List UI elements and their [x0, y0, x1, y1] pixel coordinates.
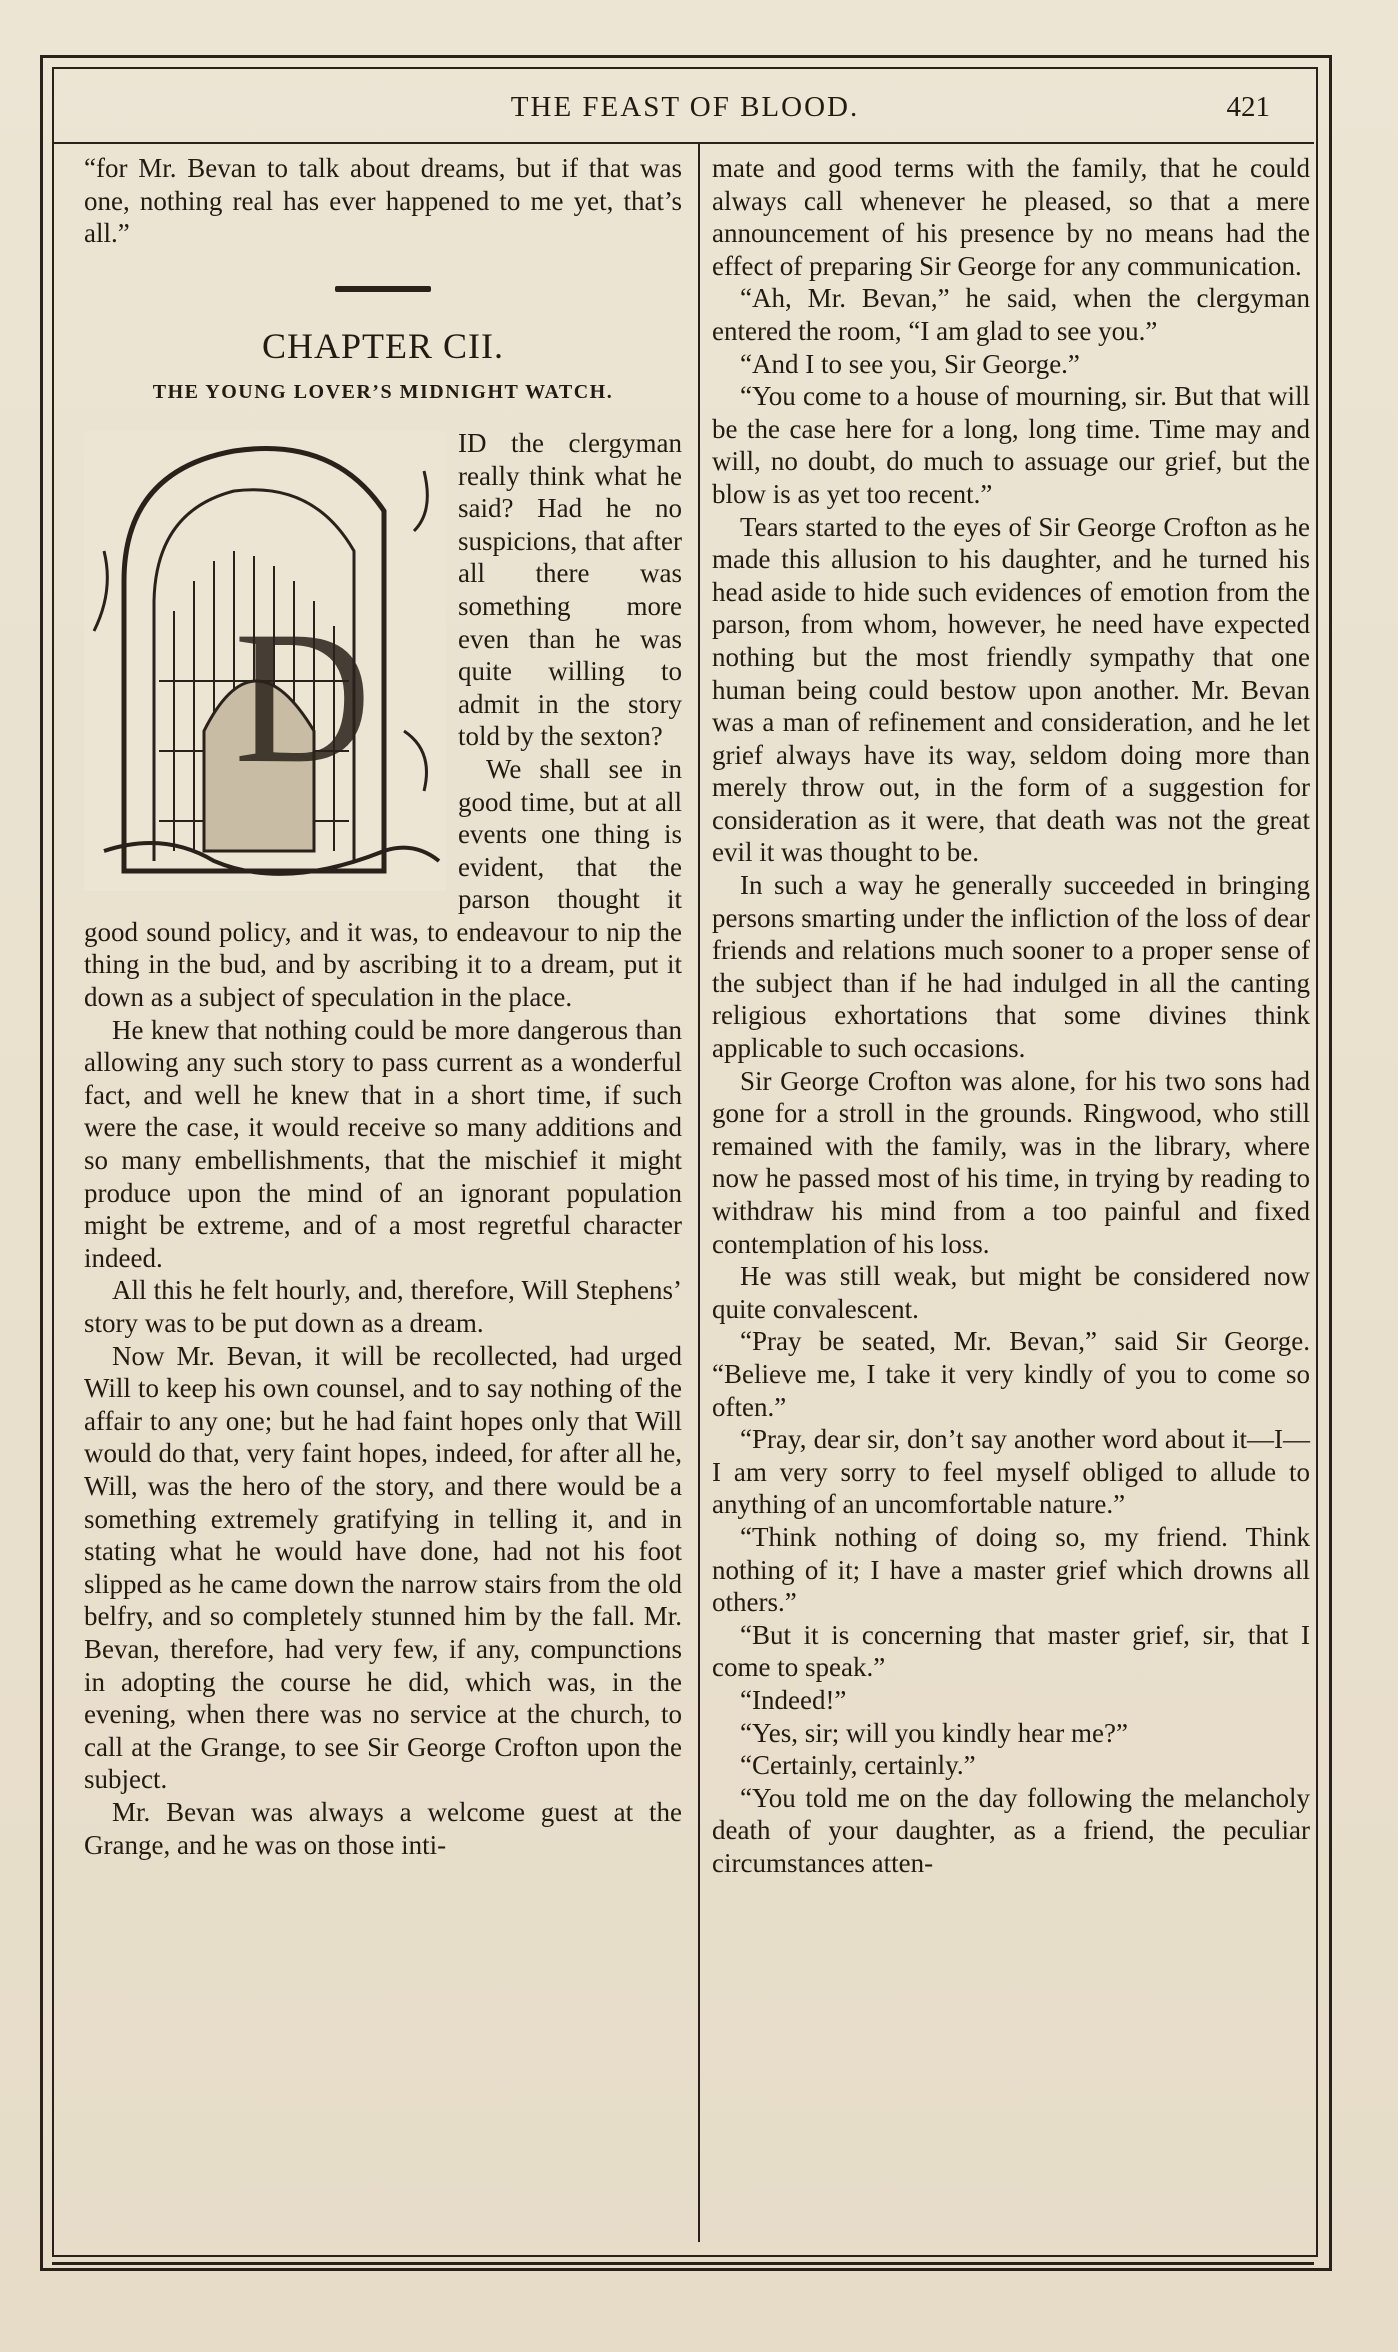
right-column: [712, 152, 1310, 1879]
paragraph: “And I to see you, Sir George.”: [740, 348, 1080, 379]
paragraph: All this he felt hourly, and, therefore, Will Stephens’ story was to be put down as a dream.: [84, 1275, 682, 1338]
bottom-rule: [52, 2262, 1314, 2265]
paragraph: “You told me on the day following the melancholy death of your daughter, as a friend, the peculiar circumstances atten-: [712, 1782, 1310, 1878]
paragraph: “But it is concerning that master grief, sir, that I come to speak.”: [712, 1619, 1310, 1683]
paragraph: We shall see in good time, but at all events one thing is evident, that the parson thought it good sound policy, and it was, to endeavour to nip the thing in the bud, and by ascribing it to a dream, put it down as a subject of speculation in the place.: [84, 753, 682, 1013]
paragraph: mate and good terms with the family, that he could always call whenever he pleased, so that a mere announcement of his presence by no means had the effect of preparing Sir George for any communication.: [712, 153, 1310, 281]
paragraph: ID the clergyman really think what he said? Had he no suspicions, that after all there was something more even than he was quite willing to admit in the story told by the sexton?: [458, 427, 682, 752]
paragraph: “Certainly, certainly.”: [740, 1750, 976, 1781]
page-header: [60, 85, 1310, 135]
paragraph: Tears started to the eyes of Sir George Crofton as he made this allusion to his daughter, and he turned his head aside to hide such evidences of emotion from the parson, from whom, however, he need have expected nothing but the most friendly sympathy that one human being could bestow upon another. Mr. Bevan was a man of refinement and consideration, and he let grief always have its way, seldom doing more than merely throw out, in the form of a suggestion for consideration as it were, that death was not the great evil it was thought to be.: [712, 511, 1310, 868]
paragraph: “Pray be seated, Mr. Bevan,” said Sir George. “Believe me, I take it very kindly of you to come so often.”: [712, 1326, 1310, 1422]
paragraph: “Indeed!”: [740, 1684, 847, 1715]
chapter-subtitle: THE YOUNG LOVER’S MIDNIGHT WATCH.: [152, 381, 614, 404]
paragraph: “Pray, dear sir, don’t say another word about it—I—I am very sorry to feel myself obliged to allude to anything of an uncomfortable nature.”: [712, 1424, 1310, 1520]
paragraph: He knew that nothing could be more dangerous than allowing any such story to pass current as a wonderful fact, and well he knew that in a short time, if such were the case, it would receive so many additions and so many embellishments, that the mischief it might produce upon the mind of an ignorant population might be extreme, and of a most regretful character indeed.: [84, 1014, 682, 1273]
paragraph: “Think nothing of doing so, my friend. Think nothing of it; I have a master grief which drowns all others.”: [712, 1521, 1310, 1618]
paragraph: Mr. Bevan was always a welcome guest at the Grange, and he was on those inti-: [84, 1796, 682, 1860]
column-divider: [698, 142, 700, 2242]
paragraph: He was still weak, but might be considered now quite convalescent.: [712, 1261, 1310, 1324]
illustrated-dropcap: [84, 431, 446, 891]
ornamental-rule: [335, 286, 431, 292]
dropcap-letter: D: [234, 592, 372, 803]
page-number: 421: [1226, 91, 1270, 123]
paragraph: “Yes, sir; will you kindly hear me?”: [740, 1717, 1128, 1748]
header-rule: [52, 142, 1314, 144]
paragraph: In such a way he generally succeeded in bringing persons smarting under the infliction of the loss of dear friends and relations much sooner to a proper sense of the subject than if he had indulged in all the canting religious exhortations that some divines think applicable to such occasions.: [712, 870, 1310, 1064]
left-column: [84, 152, 682, 1861]
paragraph: “for Mr. Bevan to talk about dreams, but if that was one, nothing real has ever happened to me yet, that’s all.”: [84, 153, 682, 249]
chapter-title: CHAPTER CII.: [261, 325, 504, 366]
paragraph: Now Mr. Bevan, it will be recollected, had urged Will to keep his own counsel, and to say nothing of the affair to any one; but he had faint hopes only that Will would do that, very faint hopes, indeed, for after all he, Will, was the hero of the story, and there would be a something extremely gratifying in telling it, and in stating what he would have done, had not his foot slipped as he came down the narrow stairs from the old belfry, and so completely stunned him by the fall. Mr. Bevan, therefore, had very few, if any, compunctions in adopting the course he did, which was, in the evening, when there was no service at the church, to call at the Grange, to see Sir George Crofton upon the subject.: [84, 1340, 682, 1795]
paragraph: Sir George Crofton was alone, for his two sons had gone for a stroll in the grounds. Ringwood, who still remained with the family, was in the library, where now he passed most of his time, in trying by reading to withdraw his mind from a too painful and fixed contemplation of his loss.: [712, 1065, 1310, 1259]
gothic-arch-illustration-icon: [84, 431, 446, 891]
paragraph: “You come to a house of mourning, sir. But that will be the case here for a long, long time. Time may and will, no doubt, do much to assuage our grief, but the blow is as yet too recent.”: [712, 381, 1310, 509]
paragraph: “Ah, Mr. Bevan,” he said, when the clergyman entered the room, “I am glad to see you.”: [712, 283, 1310, 346]
running-title: THE FEAST OF BLOOD.: [510, 91, 860, 123]
